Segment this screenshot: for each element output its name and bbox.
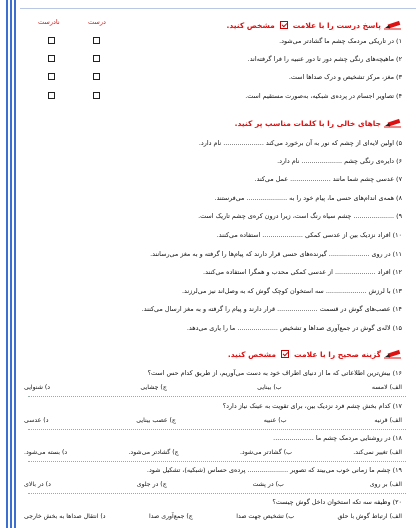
fill-item: ۱۲) افراد .................... از عدسی کمکی محدب و همگرا استفاده می‌کنند.	[203, 268, 402, 276]
mcq-options	[24, 449, 402, 457]
divider	[28, 493, 406, 494]
true-checkbox[interactable]	[93, 55, 100, 62]
divider	[28, 461, 406, 462]
fill-item: ۱۰) افراد نزدیک بین از عدسی کمکی .................... استفاده می‌کنند.	[216, 231, 402, 239]
mcq-options	[24, 384, 402, 392]
fill-item: ۱۱) در روی .................... گیرنده‌های حسی قرار دارند که پیام‌ها را گرفته و به مغز می‌رسانند.	[150, 250, 402, 258]
fill-item: ۱۴) عصب‌های گوش در قسمت .................... قرار دارند و پیام را گرفته و به مغز ارسال می‌کنند.	[141, 305, 402, 313]
binder-line	[6, 0, 8, 528]
mcq-option[interactable]: د) بسته می‌شود.	[24, 449, 68, 456]
checkbox-icon	[280, 21, 288, 29]
section2-heading	[235, 118, 402, 128]
mcq-option[interactable]: ب) عنبیه	[263, 417, 287, 424]
fill-item: ۸) همه‌ی اندام‌های حسی ما، پیام خود را به .................... می‌فرستند.	[214, 194, 402, 202]
frame-border	[20, 8, 416, 9]
false-checkbox[interactable]	[48, 37, 55, 44]
true-checkbox[interactable]	[93, 37, 100, 44]
heading-text: جاهای خالی را با کلمات مناسب پر کنید.	[234, 118, 381, 128]
mcq-question: ۱۶) بیش‌ترین اطلاعاتی که ما از دنیای اطراف خود به دست می‌آوریم، از طریق کدام حس است؟	[147, 369, 402, 377]
mcq-option[interactable]: د) عدسی	[24, 417, 49, 424]
mcq-options	[24, 417, 402, 425]
mcq-question: ۱۸) در روشنایی مردمک چشم ما ....................	[273, 434, 402, 442]
tf-item: ۳) مغز، مرکز تشخیص و درک صداها است.	[288, 73, 402, 81]
fill-item: ۵) اولین لایه‌ای از چشم که نور به آن برخورد می‌کند .................... نام دارد.	[198, 139, 402, 147]
true-checkbox[interactable]	[93, 73, 100, 80]
mcq-question: ۱۹) چشم ما زمانی خوب می‌بیند که تصویر .................... پرده‌ی حساس (شبکیه)، تشکیل شود.	[146, 466, 402, 474]
fill-item: ۹) .................... چشم سیاه رنگ است، زیرا درون کره‌ی چشم تاریک است.	[198, 212, 402, 220]
false-checkbox[interactable]	[48, 73, 55, 80]
fill-item: ۶) دایره‌ی رنگی چشم .................... نام دارد.	[277, 157, 402, 165]
true-checkbox[interactable]	[93, 92, 100, 99]
mcq-question: ۱۷) کدام بخش چشم فرد نزدیک بین، برای تقویت به عینک نیاز دارد؟	[222, 402, 402, 410]
mcq-option[interactable]: ج) عصب بینایی	[136, 417, 176, 424]
mcq-options	[24, 481, 402, 489]
mcq-options	[24, 513, 402, 521]
mcq-option[interactable]: الف) قرنیه	[374, 417, 402, 424]
mcq-question: ۲۰) وظیفه سه تکه استخوان داخل گوش چیست؟	[272, 498, 402, 506]
heading-text: پاسخ درست را با علامت	[292, 20, 381, 30]
tf-item: ۱) در تاریکی مردمک چشم ما گشادتر می‌شود.	[279, 37, 402, 45]
heading-text: گزینه صحیح را با علامت	[294, 349, 381, 359]
mcq-option[interactable]: ب) در پشت	[252, 481, 284, 488]
mcq-option[interactable]: ب) گشادتر می‌شود.	[239, 449, 292, 456]
divider	[28, 396, 406, 397]
col-true-label: درست	[88, 18, 106, 26]
mcq-option[interactable]: ج) گشادتر می‌شود.	[128, 449, 179, 456]
col-false-label: نادرست	[38, 18, 60, 26]
pencil-icon	[384, 118, 402, 128]
tf-item: ۲) ماهیچه‌های رنگی چشم دور تا دور عنبیه را فرا گرفته‌اند.	[247, 55, 402, 63]
section1-heading	[227, 20, 402, 30]
false-checkbox[interactable]	[48, 55, 55, 62]
mcq-option[interactable]: د) در بالای	[24, 481, 51, 488]
heading-suffix: مشخص کنید.	[226, 20, 275, 30]
mcq-option[interactable]: الف) بر روی	[369, 481, 402, 488]
tf-item: ۴) تصاویر اجسام در پرده‌ی شبکیه، به‌صورت مستقیم است.	[245, 92, 402, 100]
checkbox-icon	[281, 350, 289, 358]
mcq-option[interactable]: د) شنوایی	[24, 384, 51, 391]
mcq-option[interactable]: د) انتقال صداها به بخش خارجی	[24, 513, 106, 520]
section3-heading	[228, 349, 402, 359]
pencil-icon	[384, 20, 402, 30]
fill-item: ۷) عدسی چشم شما مانند .................... عمل می‌کند.	[254, 175, 402, 183]
pencil-icon	[384, 349, 402, 359]
mcq-option[interactable]: ب) تشخیص جهت صدا	[236, 513, 295, 520]
mcq-option[interactable]: ج) چشایی	[140, 384, 167, 391]
mcq-option[interactable]: ب) بینایی	[257, 384, 282, 391]
mcq-option[interactable]: ج) جمع‌آوری صدا	[149, 513, 193, 520]
mcq-option[interactable]: الف) ارتباط گوش با حلق	[337, 513, 402, 520]
binder-line	[14, 0, 16, 528]
mcq-option[interactable]: الف) تغییر نمی‌کند.	[353, 449, 402, 456]
mcq-option[interactable]: الف) لامسه	[371, 384, 402, 391]
fill-item: ۱۵) لاله‌ی گوش در جمع‌آوری صداها و تشخیص .................... ما را یاری می‌دهد.	[186, 324, 402, 332]
fill-item: ۱۳) با لرزش .................... سه استخوان کوچک گوش که به وصل‌اند نیز می‌لرزند.	[182, 287, 402, 295]
divider	[28, 429, 406, 430]
heading-suffix: مشخص کنید.	[227, 349, 277, 359]
false-checkbox[interactable]	[48, 92, 55, 99]
mcq-option[interactable]: ج) در جلوی	[136, 481, 167, 488]
binder-line	[10, 0, 12, 528]
